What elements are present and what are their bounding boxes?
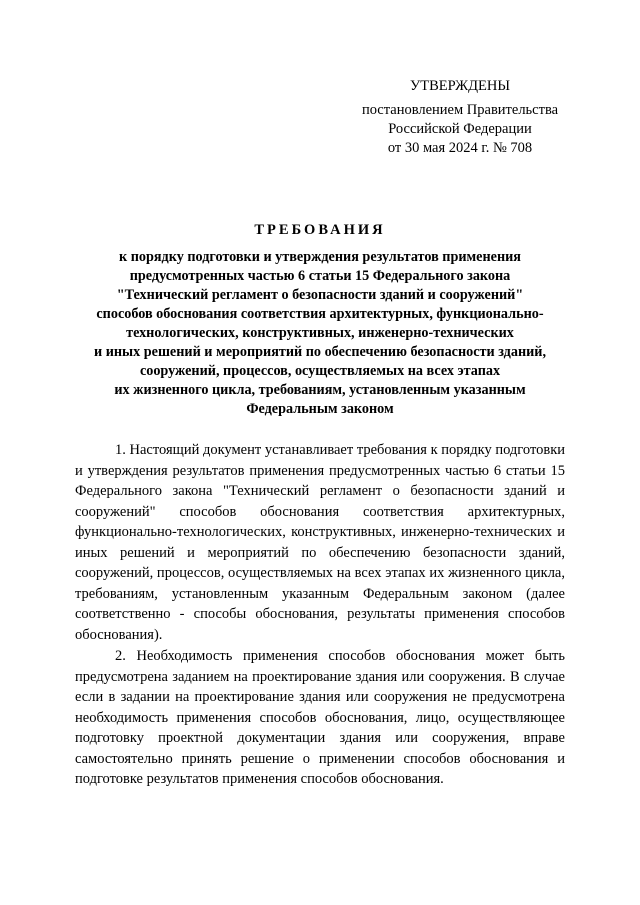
paragraph-2: 2. Необходимость применения способов обоснования может быть предусмотрена заданием на проектирование здания или сооружения. В случае если в задании на проектирование здания или сооружения не предусмотрена необходимость применения способов обоснования, лицо, осуществляющее подготовку проектной документации здания или сооружения, вправе самостоятельно принять решение о применении способов обоснования и подготовке результатов применения способов обоснования. (75, 648, 565, 787)
approval-line-3: от 30 мая 2024 г. № 708 (387, 140, 533, 156)
approval-heading: УТВЕРЖДЕНЫ (409, 78, 511, 94)
document-title: ТРЕБОВАНИЯ (254, 222, 386, 238)
subtitle-line: технологических, конструктивных, инженерно-технических (126, 325, 514, 341)
document-body (75, 440, 565, 791)
subtitle-line: их жизненного цикла, требованиям, установленным указанным (114, 382, 526, 398)
subtitle-line: способов обоснования соответствия архитектурных, функционально- (96, 306, 544, 322)
subtitle-line: сооружений, процессов, осуществляемых на всех этапах (139, 363, 501, 379)
paragraph-1: 1. Настоящий документ устанавливает требования к порядку подготовки и утверждения результатов применения предусмотренных частью 6 статьи 15 Федерального закона "Технический регламент о безопасности зданий и сооружений" способов обоснования соответствия архитектурных, функционально-технологических, конструктивных, инженерно-технических и иных решений и мероприятий по обеспечению безопасности зданий, сооружений, процессов, осуществляемых на всех этапах их жизненного цикла, требованиям, установленным указанным Федеральным законом (далее соответственно - способы обоснования, результаты применения способов обоснования). (75, 442, 565, 643)
document-subtitle (60, 248, 580, 419)
subtitle-line: и иных решений и мероприятий по обеспечению безопасности зданий, (93, 344, 547, 360)
subtitle-line: "Технический регламент о безопасности зданий и сооружений" (116, 287, 524, 303)
subtitle-line: к порядку подготовки и утверждения результатов применения (119, 249, 521, 265)
approval-line-1: постановлением Правительства (361, 102, 559, 118)
approval-line-2: Российской Федерации (388, 121, 532, 137)
approval-block (330, 78, 590, 158)
subtitle-line: Федеральным законом (246, 401, 394, 417)
subtitle-line: предусмотренных частью 6 статьи 15 Федерального закона (129, 268, 511, 284)
